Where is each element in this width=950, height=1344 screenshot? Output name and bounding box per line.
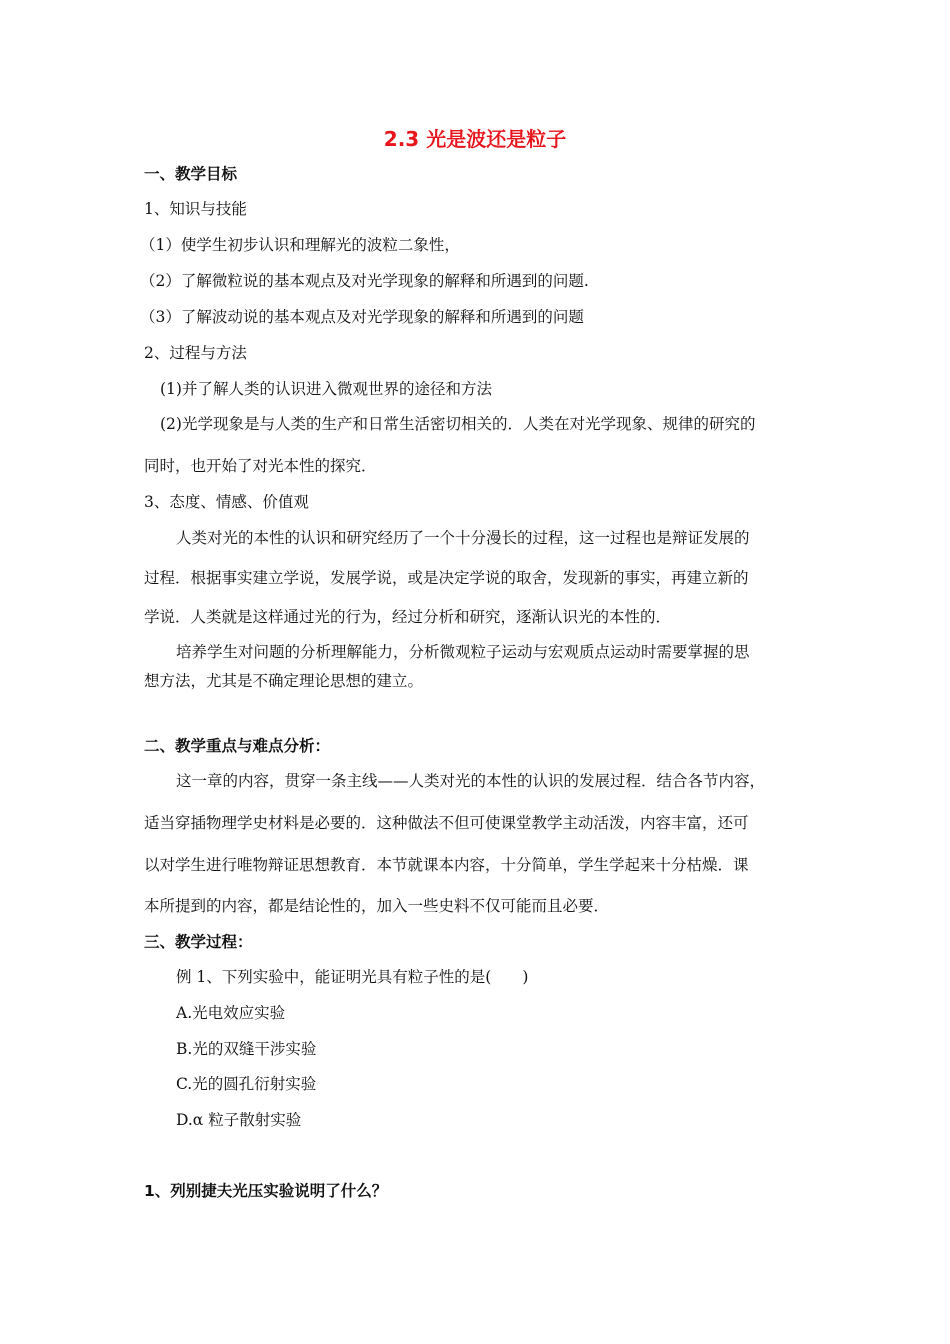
section-heading-key-points: 二、教学重点与难点分析： (144, 737, 331, 755)
section-heading-objectives: 一、教学目标 (144, 165, 238, 183)
knowledge-item-2: （2）了解微粒说的基本观点及对光学现象的解释和所遇到的问题. (140, 272, 589, 290)
attitude-para-2-line-2: 想方法，尤其是不确定理论思想的建立。 (144, 672, 424, 690)
key-points-line-1: 这一章的内容，贯穿一条主线——人类对光的本性的认识的发展过程．结合各节内容， (176, 772, 766, 790)
process-item-2-line-1: (2)光学现象是与人类的生产和日常生活密切相关的．人类在对光学现象、规律的研究的 (160, 415, 756, 433)
key-points-line-3: 以对学生进行唯物辩证思想教育．本节就课本内容，十分简单，学生学起来十分枯燥．课 (144, 856, 749, 874)
example-1-option-d: D.α 粒子散射实验 (176, 1111, 302, 1129)
attitude-para-1-line-1: 人类对光的本性的认识和研究经历了一个十分漫长的过程，这一过程也是辩证发展的 (176, 529, 750, 547)
key-points-line-4: 本所提到的内容，都是结论性的，加入一些史料不仅可能而且必要． (144, 897, 610, 915)
example-1-option-c: C.光的圆孔衍射实验 (176, 1075, 317, 1093)
question-1: 1、列别捷夫光压实验说明了什么？ (144, 1182, 388, 1200)
process-item-2-line-2: 同时，也开始了对光本性的探究． (144, 457, 377, 475)
subheading-process: 2、过程与方法 (144, 344, 247, 362)
process-item-1: (1)并了解人类的认识进入微观世界的途径和方法 (160, 380, 492, 398)
example-1-option-a: A.光电效应实验 (176, 1004, 286, 1022)
attitude-para-1-line-3: 学说．人类就是这样通过光的行为，经过分析和研究，逐渐认识光的本性的． (144, 608, 672, 626)
attitude-para-2-line-1: 培养学生对问题的分析理解能力，分析微观粒子运动与宏观质点运动时需要掌握的思 (176, 643, 750, 661)
subheading-knowledge: 1、知识与技能 (144, 200, 247, 218)
subheading-attitude: 3、态度、情感、价值观 (144, 493, 309, 511)
section-heading-process: 三、教学过程： (144, 933, 253, 951)
knowledge-item-1: （1）使学生初步认识和理解光的波粒二象性， (140, 236, 460, 254)
example-1-question: 例 1、下列实验中，能证明光具有粒子性的是( ) (176, 968, 529, 986)
attitude-para-1-line-2: 过程．根据事实建立学说，发展学说，或是决定学说的取舍，发现新的事实，再建立新的 (144, 569, 749, 587)
knowledge-item-3: （3）了解波动说的基本观点及对光学现象的解释和所遇到的问题 (140, 308, 584, 326)
key-points-line-2: 适当穿插物理学史材料是必要的．这种做法不但可使课堂教学主动活泼，内容丰富，还可 (144, 814, 749, 832)
example-1-option-b: B.光的双缝干涉实验 (176, 1040, 317, 1058)
document-title: 2.3 光是波还是粒子 (383, 127, 567, 151)
